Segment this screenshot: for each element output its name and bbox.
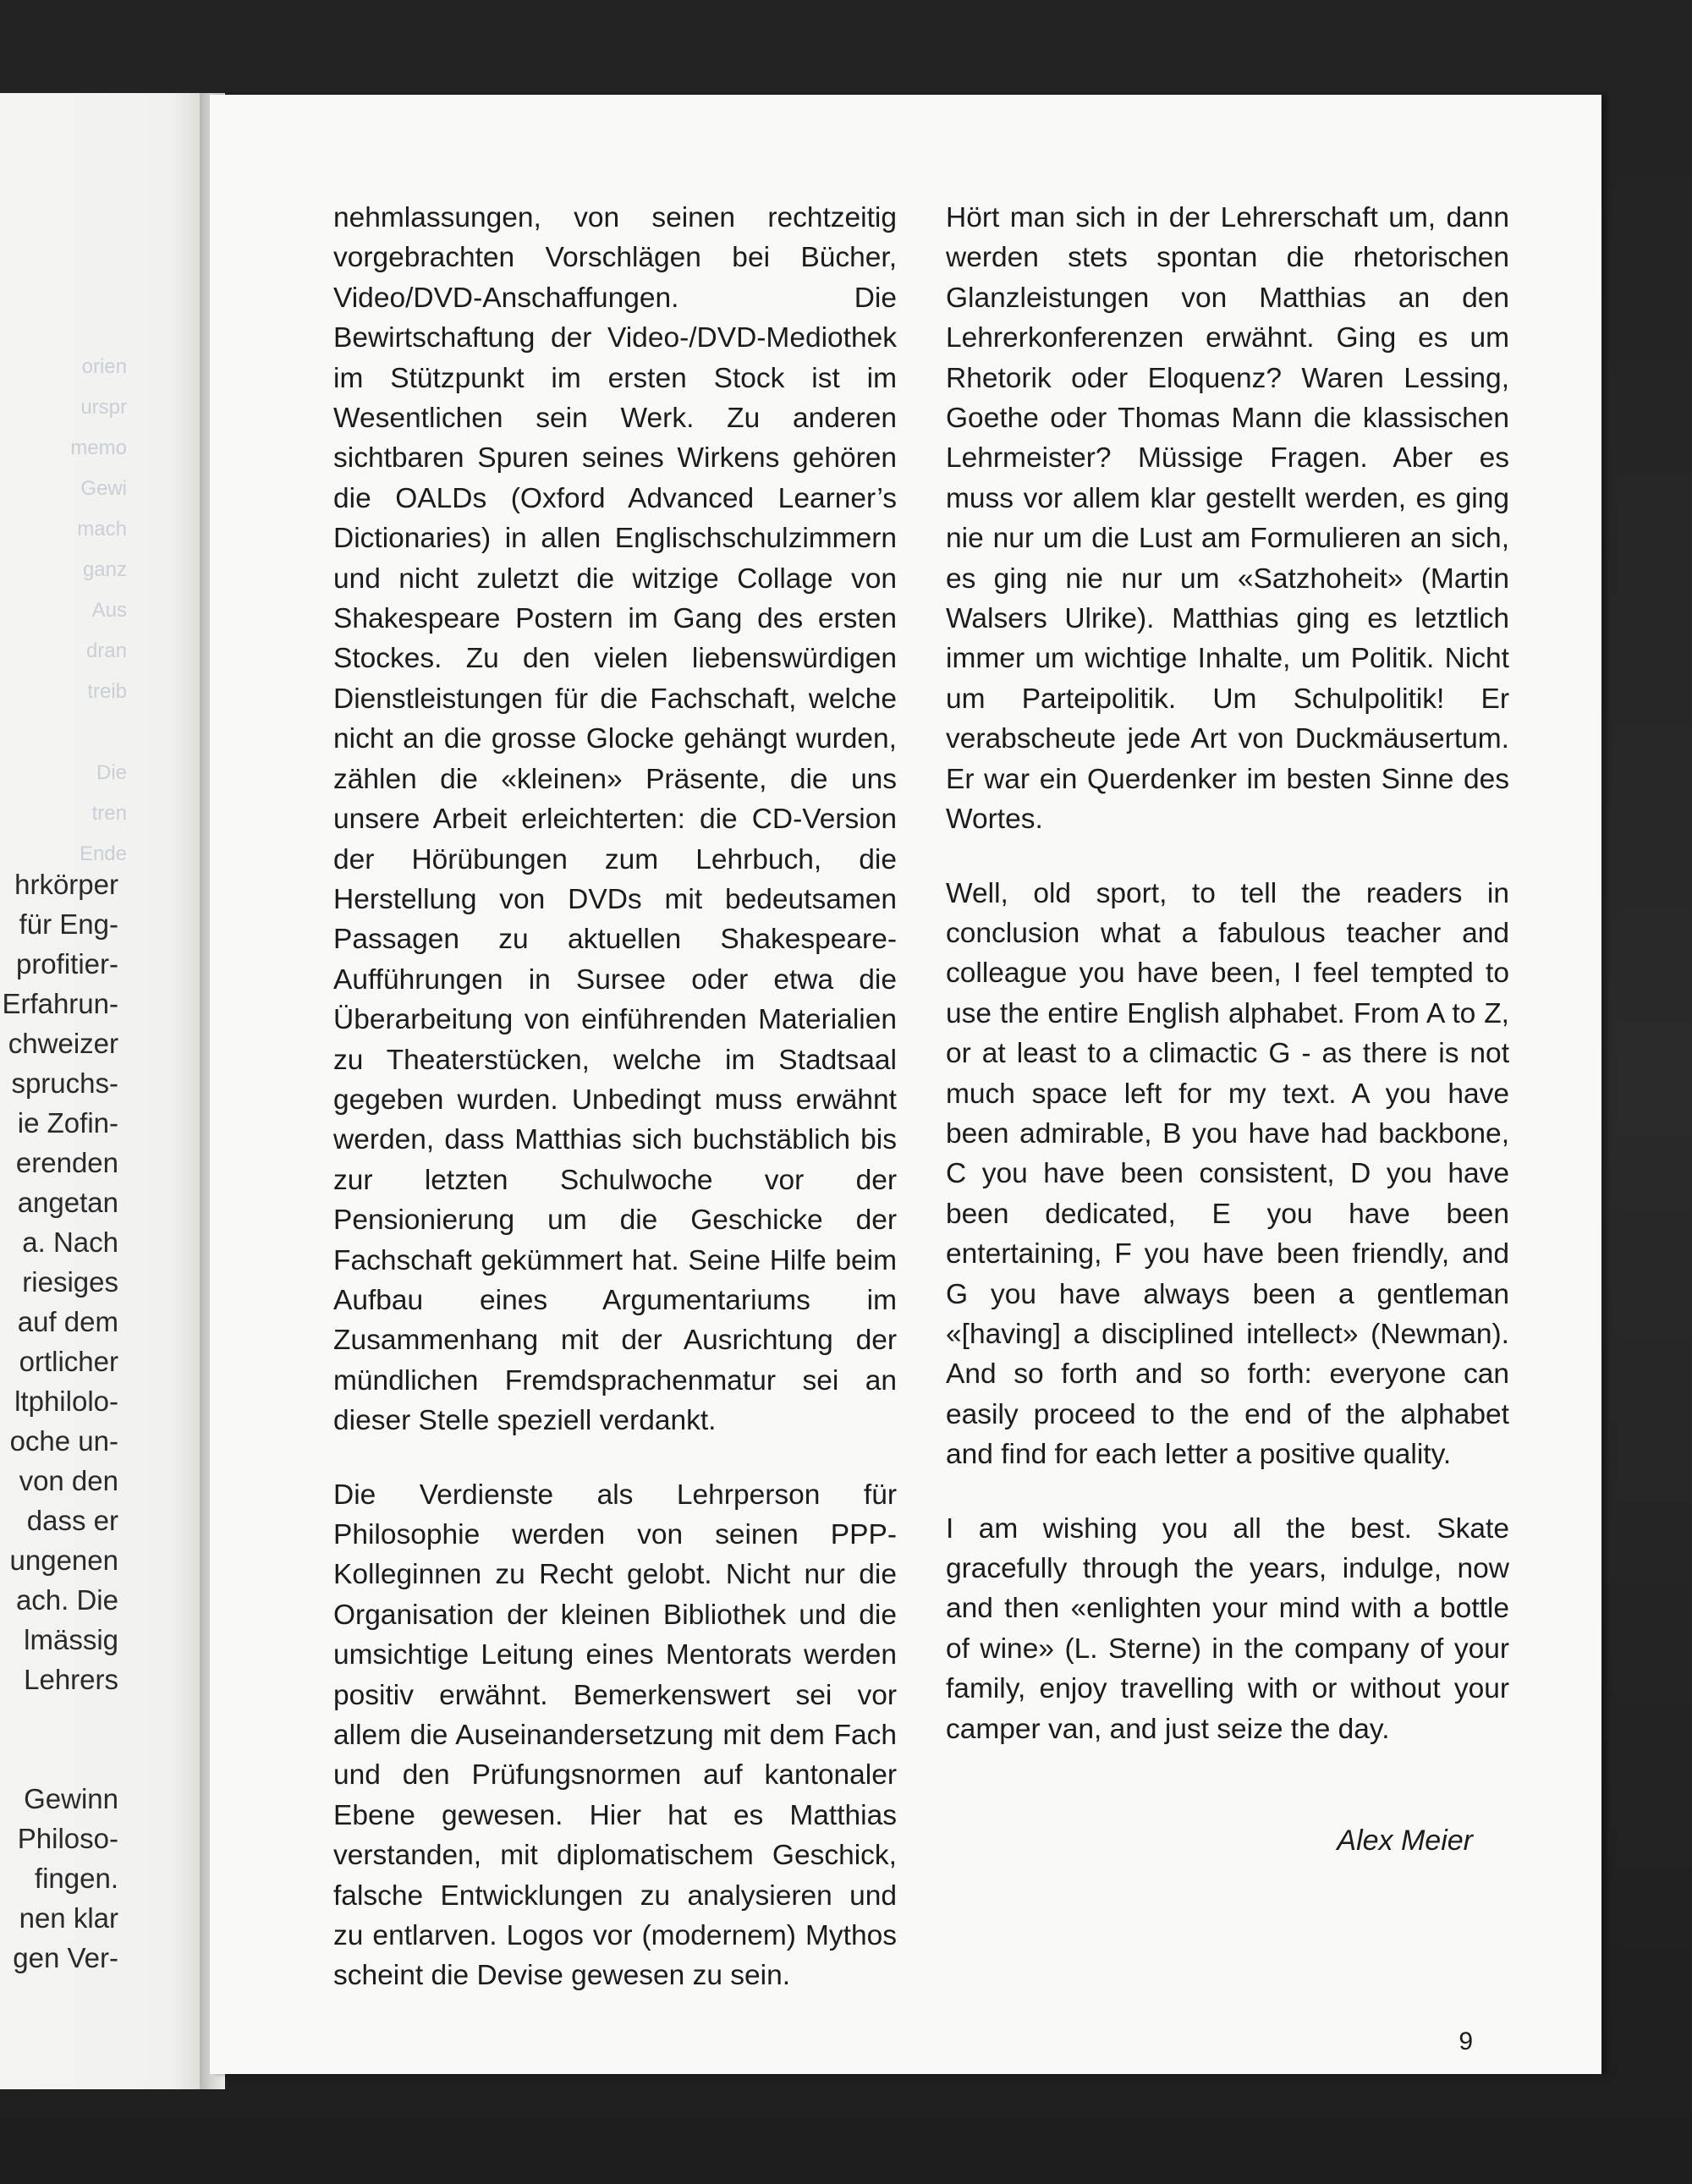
left-fragment: chweizer bbox=[8, 1028, 118, 1059]
left-fragment: oche un- bbox=[9, 1425, 118, 1457]
right-page bbox=[210, 95, 1601, 2074]
left-fragment: riesiges bbox=[22, 1266, 118, 1298]
left-fragment: dass er bbox=[26, 1505, 118, 1536]
left-fragment: für Eng- bbox=[19, 908, 118, 940]
left-page-bleed-through: orien urspr memo Gewi mach ganz Aus dran treib Die tren Ende bbox=[70, 355, 127, 865]
paragraph: I am wishing you all the best. Skate gracefully through the years, indulge, now and then «enlighten your mind with a bottle of wine» (L. Sterne) in the company of your family, enjoy travelling with or without your camper van, and just seize the day. bbox=[946, 1512, 1509, 1745]
left-fragment: lmässig bbox=[24, 1624, 118, 1655]
left-fragment: ortlicher bbox=[19, 1346, 118, 1377]
left-page-fragment bbox=[0, 93, 213, 2089]
left-fragment: von den bbox=[19, 1465, 118, 1496]
left-fragment bbox=[0, 1739, 118, 1779]
left-fragment: Lehrers bbox=[24, 1664, 118, 1695]
paragraph: Hört man sich in der Lehrerschaft um, dann werden stets spontan die rhetorischen Glanzleistungen von Matthias an den Lehrerkonferenzen erwähnt. Ging es um Rhetorik oder Eloquenz? Waren Lessing, Goethe oder Thomas Mann die klassischen Lehrmeister? Müssige Fragen. Aber es muss vor allem klar gestellt werden, es ging nie nur um die Lust am Formulieren an sich, es ging nie nur um «Satzhoheit» (Martin Walsers Ulrike). Matthias ging es letztlich immer um wichtige Inhalte, um Politik. Nicht um Parteipolitik. Um Schulpolitik! Er verabscheute jede Art von Duckmäusertum. Er war ein Querdenker im besten Sinne des Wortes. bbox=[946, 202, 1509, 836]
left-fragment: auf dem bbox=[17, 1306, 118, 1337]
left-page-text-fragments bbox=[0, 864, 118, 1978]
left-fragment: Philoso- bbox=[17, 1823, 118, 1854]
page-number: 9 bbox=[1459, 2028, 1473, 2055]
left-fragment bbox=[0, 1699, 118, 1739]
left-fragment: angetan bbox=[17, 1187, 118, 1218]
paragraph: nehmlassungen, von seinen rechtzeitig vorgebrachten Vorschlägen bei Bücher, Video/DVD-Anschaffungen. Die Bewirtschaftung der Video-/DVD-Mediothek im Stützpunkt im ersten Stock ist im Wesentlichen sein Werk. Zu anderen sichtbaren Spuren seines Wirkens gehören die OALDs (Oxford Advanced Learner’s Dictionaries) in allen Englischschulzimmern und nicht zuletzt die witzige Collage von Shakespeare Postern im Gang des ersten Stockes. Zu den vielen liebenswürdigen Dienstleistungen für die Fachschaft, welche nicht an die grosse Glocke gehängt wurden, zählen die «kleinen» Präsente, die uns unsere Arbeit erleichterten: die CD-Version der Hörübungen zum Lehrbuch, die Herstellung von DVDs mit bedeutsamen Passagen zu aktuellen Shakespeare-Aufführungen in Sursee oder etwa die Überarbeitung von einführenden Materialien zu Theaterstücken, welche im Stadtsaal gegeben wurden. Unbedingt muss erwähnt werden, dass Matthias sich buchstäblich bis zur letzten Schulwoche vor der Pensionierung um die Geschicke der Fachschaft gekümmert hat. Seine Hilfe beim Aufbau eines Argumentariums im Zusammenhang mit der Ausrichtung der mündlichen Fremdsprachenmatur sei an dieser Stelle speziell verdankt. bbox=[333, 202, 897, 1437]
left-fragment: erenden bbox=[15, 1147, 118, 1178]
left-fragment: fingen. bbox=[34, 1863, 118, 1894]
paragraph: Die Verdienste als Lehrperson für Philosophie werden von seinen PPP-Kolleginnen zu Recht gelobt. Nicht nur die Organisation der kleinen Bibliothek und die umsichtige Leitung eines Mentorats werden positiv erwähnt. Bemerkenswert sei vor allem die Auseinandersetzung mit dem Fach und den Prüfungsnormen auf kantonaler Ebene gewesen. Hier hat es Matthias verstanden, mit diplomatischem Geschick, falsche Entwicklungen zu analysieren und zu entlarven. Logos vor (modernem) Mythos scheint die Devise gewesen zu sein. bbox=[333, 1479, 897, 1992]
left-fragment: gen Ver- bbox=[13, 1942, 118, 1973]
left-fragment: Gewinn bbox=[24, 1783, 118, 1814]
left-fragment: ltphilolo- bbox=[14, 1386, 118, 1417]
left-fragment: nen klar bbox=[19, 1902, 118, 1934]
left-fragment: spruchs- bbox=[11, 1067, 118, 1099]
left-fragment: hrkörper bbox=[14, 869, 118, 900]
left-fragment: Erfahrun- bbox=[2, 988, 118, 1019]
left-fragment: a. Nach bbox=[22, 1226, 118, 1258]
author-signature: Alex Meier bbox=[1337, 1825, 1473, 1857]
left-fragment: profitier- bbox=[15, 948, 118, 980]
left-fragment: ie Zofin- bbox=[17, 1107, 118, 1139]
left-fragment: ach. Die bbox=[15, 1584, 118, 1616]
article-column-2 bbox=[946, 198, 1509, 1749]
article-column-1 bbox=[333, 198, 897, 1996]
left-fragment: ungenen bbox=[9, 1545, 118, 1576]
paragraph: Well, old sport, to tell the readers in conclusion what a fabulous teacher and colleague you have been, I feel tempted to use the entire English alphabet. From A to Z, or at least to a climactic G - as there is not much space left for my text. A you have been admirable, B you have had backbone, C you have been consistent, D you have been dedicated, E you have been entertaining, F you have been friendly, and G you have always been a gentleman «[having] a disciplined intellect» (Newman). And so forth and so forth: everyone can easily proceed to the end of the alphabet and find for each letter a positive quality. bbox=[946, 877, 1509, 1471]
